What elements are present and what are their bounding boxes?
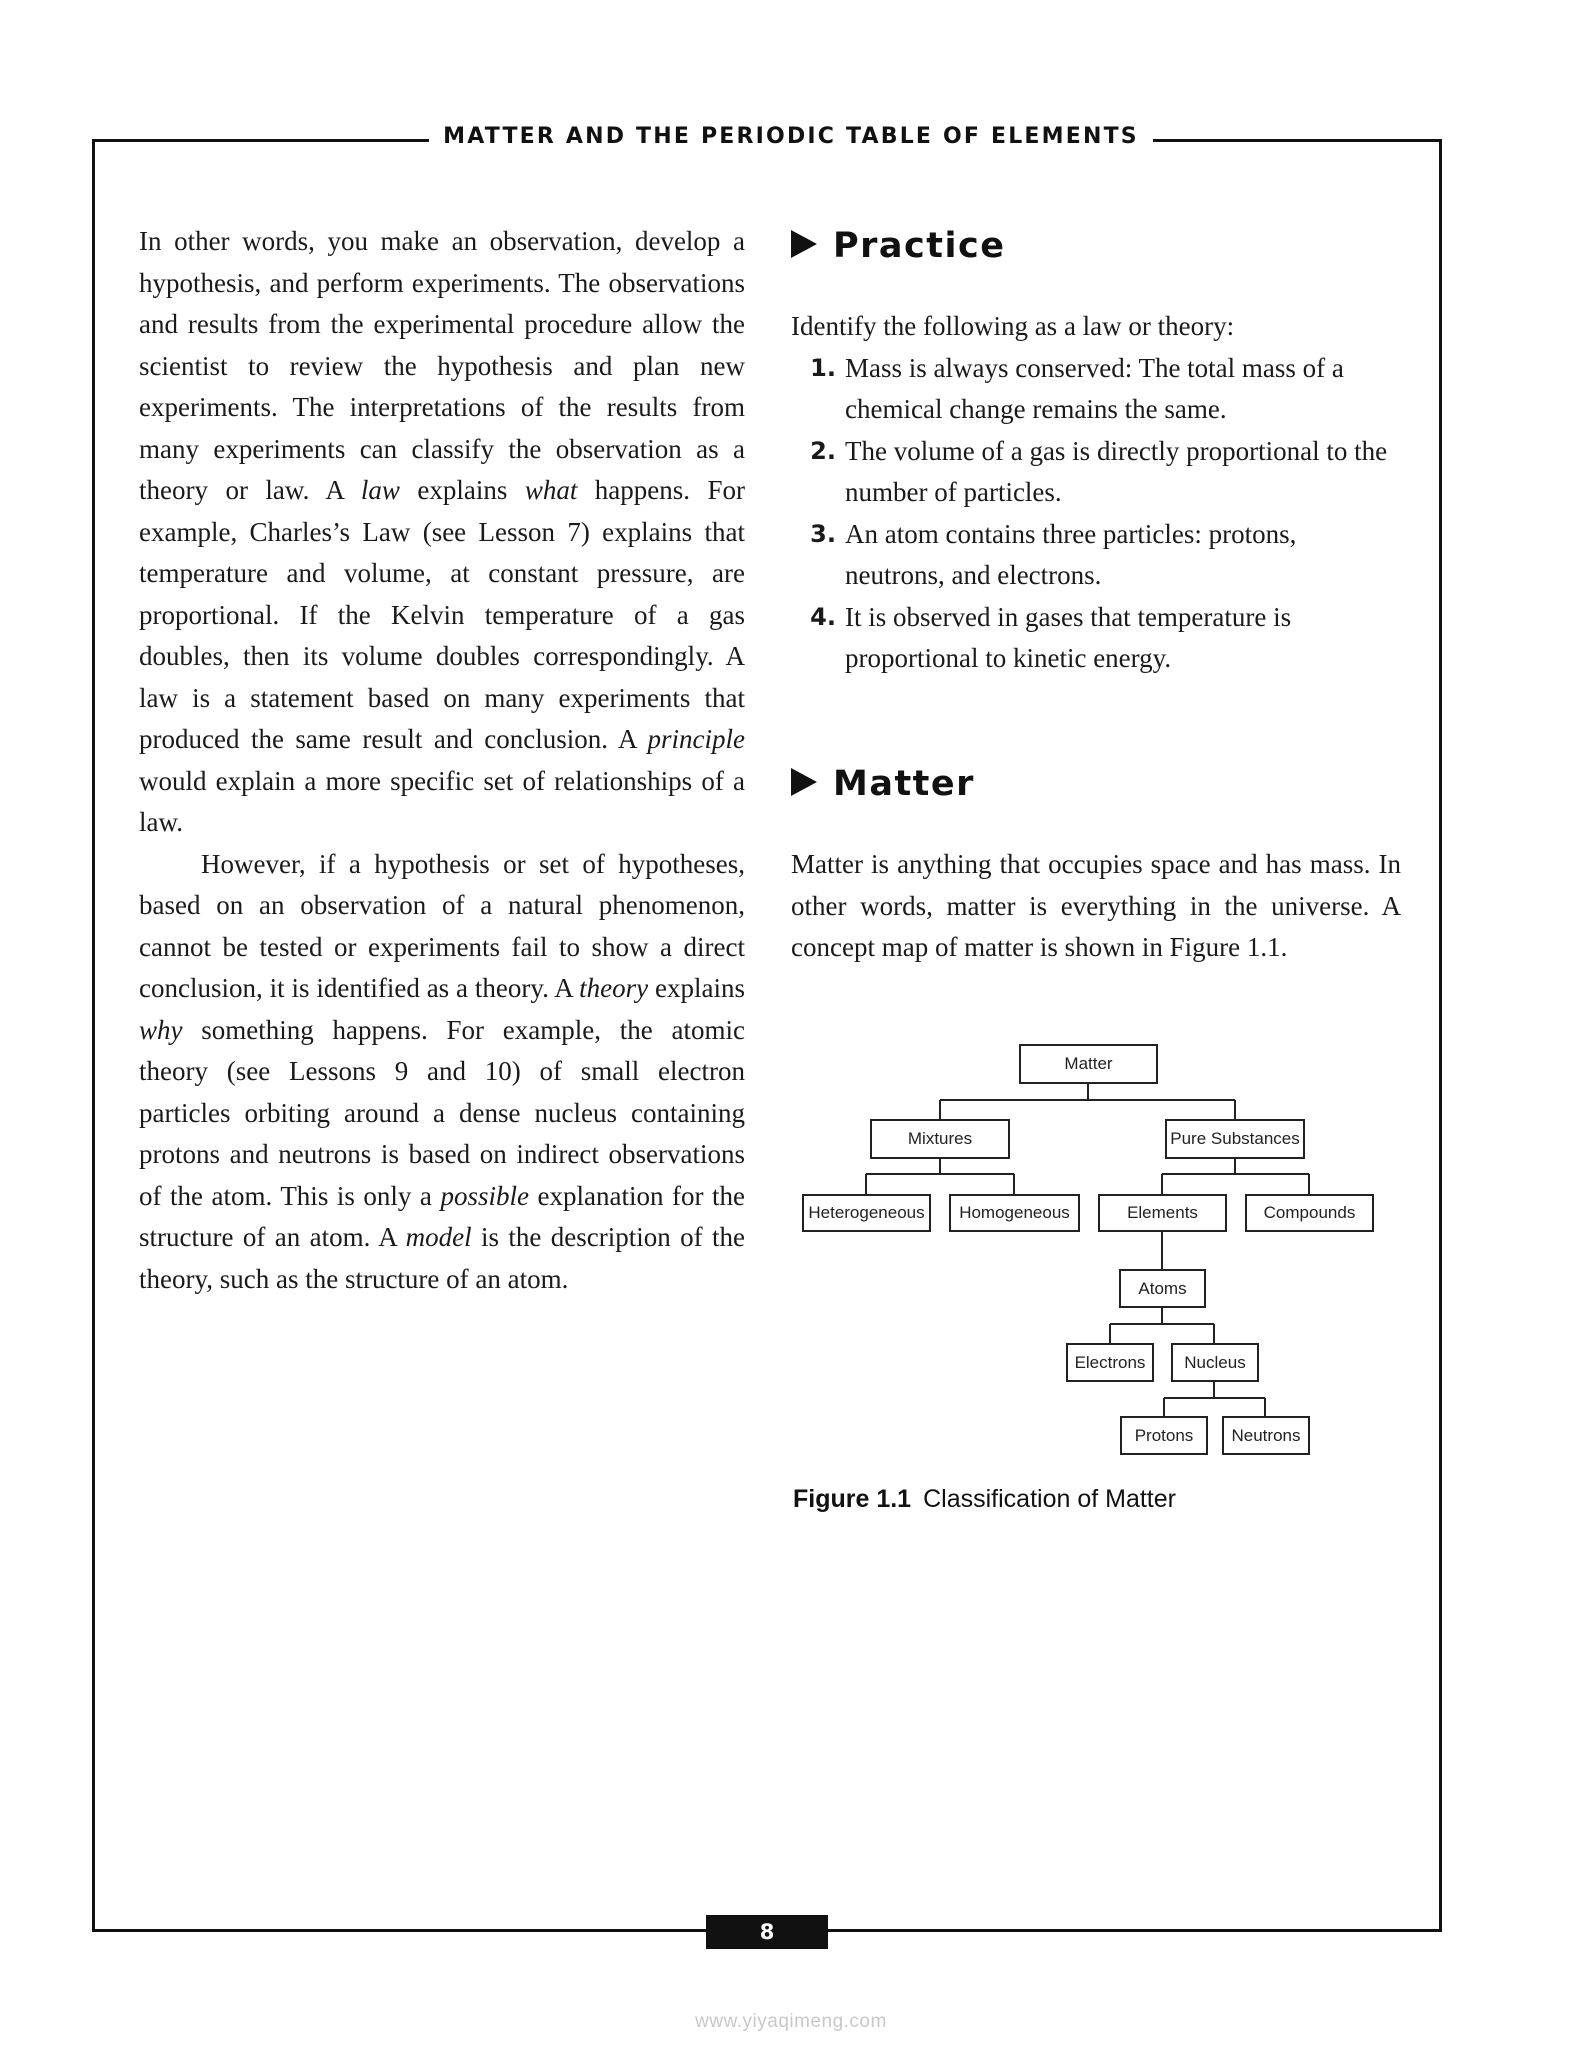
list-item: 4. It is observed in gases that temperature is proportional to kinetic energy. (810, 601, 1292, 673)
matter-section (791, 756, 1401, 969)
left-column (139, 221, 745, 1300)
node-pure-substances: Pure Substances (1165, 1119, 1305, 1159)
list-item: 3. An atom contains three particles: protons, neutrons, and electrons. (810, 518, 1297, 590)
list-item: 1. Mass is always conserved: The total mass of a chemical change remains the same. (810, 352, 1344, 424)
matter-heading: Matter (791, 756, 1401, 812)
running-header-text: MATTER AND THE PERIODIC TABLE OF ELEMENTS (429, 124, 1153, 149)
concept-map (790, 1032, 1410, 1472)
node-matter: Matter (1019, 1044, 1158, 1084)
figure-label: Figure 1.1 (793, 1485, 912, 1513)
node-mixtures: Mixtures (870, 1119, 1010, 1159)
node-atoms: Atoms (1119, 1269, 1206, 1308)
practice-intro: Identify the following as a law or theory: (791, 311, 1235, 341)
node-heterogeneous: Heterogeneous (802, 1194, 931, 1232)
concept-map-connectors (790, 1032, 1410, 1472)
node-homogeneous: Homogeneous (949, 1194, 1080, 1232)
figure-caption (793, 1485, 1176, 1514)
matter-paragraph: Matter is anything that occupies space and has mass. In other words, matter is everything in the universe. A concept map of matter is shown in Figure 1.1. (791, 849, 1401, 962)
triangle-arrow-icon (791, 230, 817, 258)
practice-list (791, 348, 1401, 680)
node-neutrons: Neutrons (1222, 1416, 1310, 1455)
node-protons: Protons (1120, 1416, 1208, 1455)
practice-heading: Practice (791, 218, 1401, 274)
figure-caption-text: Classification of Matter (923, 1485, 1176, 1513)
watermark: www.yiyaqimeng.com (695, 2011, 887, 2032)
triangle-arrow-icon (791, 768, 817, 796)
paragraph-theory: However, if a hypothesis or set of hypotheses, based on an observation of a natural phenomenon, cannot be tested or experiments fail to show a direct conclusion, it is identified as a theory. A theory explains why something happens. For example, the atomic theory (see Lessons 9 and 10) of small electron particles orbiting around a dense nucleus containing protons and neutrons is based on indirect observations of the atom. This is only a possible explanation for the structure of an atom. A model is the description of the theory, such as the structure of an atom. (139, 848, 746, 1294)
practice-section (791, 218, 1401, 680)
node-elements: Elements (1098, 1194, 1227, 1232)
page-number: 8 (706, 1915, 828, 1949)
node-compounds: Compounds (1245, 1194, 1374, 1232)
list-item: 2. The volume of a gas is directly proportional to the number of particles. (810, 435, 1388, 507)
node-nucleus: Nucleus (1171, 1343, 1259, 1382)
paragraph-law: In other words, you make an observation, develop a hypothesis, and perform experiments. The observations and results from the experimental procedure allow the scientist to review the hypothesis and plan new experiments. The interpretations of the results from many experiments can classify the observation as a theory or law. A law explains what happens. For example, Charles’s Law (see Lesson 7) explains that temperature and volume, at constant pressure, are proportional. If the Kelvin temperature of a gas doubles, then its volume doubles correspondingly. A law is a statement based on many experiments that produced the same result and conclusion. A principle would explain a more specific set of relationships of a law. (139, 226, 746, 837)
node-electrons: Electrons (1066, 1343, 1154, 1382)
